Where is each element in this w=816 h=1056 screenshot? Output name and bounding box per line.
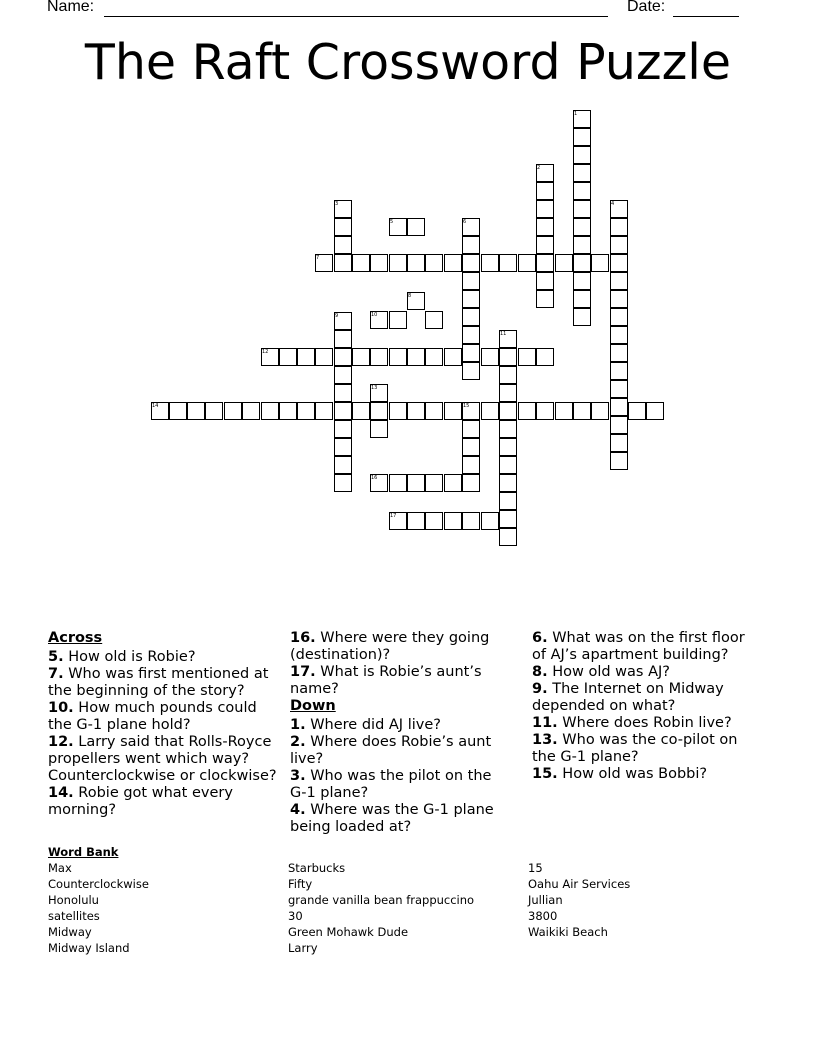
crossword-cell[interactable] [573,290,591,308]
across-heading: Across [48,630,103,646]
crossword-cell[interactable] [462,308,480,326]
clue-item: 12. Larry said that Rolls-Royce propellers went which way? Counterclockwise or clockwise? [48,734,277,784]
crossword-cell[interactable] [261,402,279,420]
crossword-cell[interactable] [610,452,628,470]
crossword-cell[interactable] [444,402,462,420]
crossword-cell[interactable] [610,416,628,434]
crossword-cell[interactable] [536,200,554,218]
crossword-cell[interactable] [518,348,536,366]
crossword-cell[interactable] [462,512,480,530]
clue-item: 4. Where was the G-1 plane being loaded at? [290,802,494,835]
crossword-cell[interactable] [425,512,443,530]
clue-item: 17. What is Robie’s aunt’s name? [290,664,482,697]
crossword-cell[interactable] [407,348,425,366]
crossword-cell[interactable] [536,254,554,272]
crossword-cell[interactable] [462,362,480,380]
clue-item: 7. Who was first mentioned at the beginning of the story? [48,666,269,699]
clue-item: 6. What was on the first floor of AJ’s apartment building? [532,630,745,663]
crossword-cell[interactable] [444,474,462,492]
clue-number: 10 [371,312,378,318]
crossword-cell[interactable] [334,402,352,420]
crossword-cell[interactable] [610,326,628,344]
crossword-cell[interactable] [646,402,664,420]
crossword-cell[interactable] [610,380,628,398]
crossword-cell[interactable] [555,402,573,420]
crossword-cell[interactable] [334,254,352,272]
crossword-cell[interactable] [462,474,480,492]
crossword-cell[interactable] [499,348,517,366]
down-heading: Down [290,698,336,714]
clue-item: 16. Where were they going (destination)? [290,630,490,663]
crossword-cell[interactable] [610,398,628,416]
crossword-cell[interactable] [187,402,205,420]
crossword-cell[interactable] [573,308,591,326]
crossword-cell[interactable] [425,402,443,420]
clue-number: 13 [371,385,378,391]
crossword-cell[interactable] [425,311,443,329]
crossword-cell[interactable] [591,254,609,272]
crossword-cell[interactable] [610,344,628,362]
crossword-cell[interactable] [407,512,425,530]
crossword-cell[interactable] [499,456,517,474]
crossword-cell[interactable] [370,420,388,438]
clue-column-1 [48,630,280,819]
crossword-cell[interactable] [591,402,609,420]
crossword-cell[interactable] [499,420,517,438]
crossword-cell[interactable] [610,290,628,308]
crossword-cell[interactable] [573,236,591,254]
crossword-cell[interactable] [297,348,315,366]
crossword-cell[interactable] [297,402,315,420]
clue-number: 4 [611,201,615,207]
crossword-cell[interactable] [481,348,499,366]
crossword-cell[interactable] [389,348,407,366]
crossword-cell[interactable] [499,366,517,384]
clue-number: 1 [574,111,578,117]
clue-number: 7 [316,255,320,261]
clue-item: 2. Where does Robie’s aunt live? [290,734,492,767]
crossword-cell[interactable] [407,218,425,236]
crossword-cell[interactable] [205,402,223,420]
word-bank-item: 30 [288,909,303,923]
date-label: Date: [627,0,666,15]
crossword-cell[interactable] [499,402,517,420]
word-bank-item: 15 [528,861,543,875]
crossword-cell[interactable] [536,348,554,366]
crossword-cell[interactable] [407,254,425,272]
clue-item: 15. How old was Bobbi? [532,766,708,782]
crossword-cell[interactable] [481,254,499,272]
word-bank-item: grande vanilla bean frappuccino [288,893,475,907]
crossword-cell[interactable] [555,254,573,272]
crossword-cell[interactable] [462,326,480,344]
name-line[interactable] [104,16,608,17]
crossword-cell[interactable] [610,218,628,236]
crossword-cell[interactable] [536,236,554,254]
word-bank-item: Larry [288,941,318,955]
crossword-cell[interactable] [499,254,517,272]
crossword-cell[interactable] [352,348,370,366]
crossword-cell[interactable] [573,218,591,236]
crossword-cell[interactable] [499,492,517,510]
crossword-cell[interactable] [610,272,628,290]
crossword-cell[interactable] [481,512,499,530]
crossword-cell[interactable] [499,510,517,528]
crossword-cell[interactable] [499,438,517,456]
clue-item: 1. Where did AJ live? [290,717,441,733]
crossword-cell[interactable] [610,308,628,326]
crossword-cell[interactable] [425,254,443,272]
crossword-cell[interactable] [462,344,480,362]
clue-item: 11. Where does Robin live? [532,715,732,731]
word-bank-item: Jullian [528,893,563,907]
crossword-cell[interactable] [315,348,333,366]
crossword-cell[interactable] [370,254,388,272]
clue-number: 11 [500,331,507,337]
crossword-cell[interactable] [462,420,480,438]
clue-number: 9 [335,313,339,319]
crossword-cell[interactable] [573,182,591,200]
crossword-cell[interactable] [334,438,352,456]
crossword-cell[interactable] [334,384,352,402]
clue-item: 14. Robie got what every morning? [48,785,233,818]
crossword-cell[interactable] [334,218,352,236]
clue-number: 5 [390,219,394,225]
clue-item: 3. Who was the pilot on the G-1 plane? [290,768,492,801]
crossword-cell[interactable] [518,402,536,420]
crossword-cell[interactable] [334,348,352,366]
clue-item: 8. How old was AJ? [532,664,670,680]
word-bank-item: Green Mohawk Dude [288,925,409,939]
clue-column-2 [290,630,504,836]
clue-number: 3 [335,201,339,207]
clue-item: 10. How much pounds could the G-1 plane hold? [48,700,257,733]
crossword-cell[interactable] [462,272,480,290]
crossword-cell[interactable] [628,402,646,420]
clue-item: 9. The Internet on Midway depended on what? [532,681,724,714]
clue-column-3 [532,630,756,783]
crossword-cell[interactable] [462,290,480,308]
crossword-cell[interactable] [462,254,480,272]
crossword-cell[interactable] [425,348,443,366]
crossword-cell[interactable] [334,236,352,254]
crossword-cell[interactable] [536,402,554,420]
crossword-cell[interactable] [444,512,462,530]
word-bank-item: Honolulu [48,893,99,907]
crossword-cell[interactable] [499,384,517,402]
crossword-cell[interactable] [334,474,352,492]
crossword-cell[interactable] [169,402,187,420]
crossword-cell[interactable] [334,456,352,474]
crossword-cell[interactable] [352,402,370,420]
crossword-cell[interactable] [224,402,242,420]
crossword-cell[interactable] [573,200,591,218]
clue-item: 13. Who was the co-pilot on the G-1 plane? [532,732,738,765]
crossword-cell[interactable] [389,402,407,420]
crossword-cell[interactable] [334,330,352,348]
name-label: Name: [47,0,95,15]
crossword-cell[interactable] [573,164,591,182]
clue-number: 12 [262,349,269,355]
crossword-cell[interactable] [352,254,370,272]
clue-number: 15 [463,403,470,409]
crossword-cell[interactable] [444,254,462,272]
clue-number: 2 [537,165,541,171]
clue-number: 14 [152,403,159,409]
page-title: The Raft Crossword Puzzle [84,34,732,91]
crossword-cell[interactable] [573,254,591,272]
clue-number: 6 [463,219,467,225]
word-bank-item: Starbucks [288,861,346,875]
crossword-cell[interactable] [334,420,352,438]
word-bank-item: Midway Island [48,941,130,955]
crossword-cell[interactable] [315,402,333,420]
crossword-cell[interactable] [334,366,352,384]
clue-item: 5. How old is Robie? [48,649,196,665]
clue-number: 16 [371,475,378,481]
crossword-cell[interactable] [389,311,407,329]
word-bank-item: satellites [48,909,100,923]
crossword-cell[interactable] [610,236,628,254]
crossword-cell[interactable] [536,290,554,308]
crossword-cell[interactable] [370,402,388,420]
crossword-cell[interactable] [573,146,591,164]
crossword-cell[interactable] [573,272,591,290]
crossword-cell[interactable] [499,528,517,546]
word-bank-item: Waikiki Beach [528,925,608,939]
crossword-cell[interactable] [610,362,628,380]
crossword-cell[interactable] [407,402,425,420]
crossword-cell[interactable] [425,474,443,492]
crossword-cell[interactable] [481,402,499,420]
word-bank-item: Fifty [288,877,313,891]
crossword-cell[interactable] [499,474,517,492]
date-line[interactable] [673,16,739,17]
word-bank-item: Counterclockwise [48,877,149,891]
crossword-cell[interactable] [536,182,554,200]
crossword-cell[interactable] [279,348,297,366]
crossword-cell[interactable] [536,218,554,236]
crossword-cell[interactable] [389,254,407,272]
crossword-cell[interactable] [610,434,628,452]
name-date-header [47,0,747,20]
crossword-cell[interactable] [407,474,425,492]
crossword-cell[interactable] [573,402,591,420]
crossword-cell[interactable] [518,254,536,272]
crossword-cell[interactable] [462,236,480,254]
crossword-cell[interactable] [610,254,628,272]
crossword-cell[interactable] [462,456,480,474]
word-bank-column-2 [288,860,474,956]
clue-number: 17 [390,513,397,519]
crossword-cell[interactable] [462,438,480,456]
crossword-cell[interactable] [444,348,462,366]
word-bank-title: Word Bank [48,845,119,859]
crossword-cell[interactable] [242,402,260,420]
crossword-cell[interactable] [370,348,388,366]
word-bank-column-3 [528,860,630,940]
word-bank-item: Midway [48,925,92,939]
crossword-cell[interactable] [573,128,591,146]
word-bank-item: 3800 [528,909,558,923]
crossword-grid [0,100,816,560]
word-bank-item: Oahu Air Services [528,877,631,891]
word-bank-column-1 [48,860,149,956]
crossword-cell[interactable] [279,402,297,420]
clue-number: 8 [408,293,412,299]
word-bank-item: Max [48,861,72,875]
crossword-cell[interactable] [389,474,407,492]
crossword-cell[interactable] [536,272,554,290]
